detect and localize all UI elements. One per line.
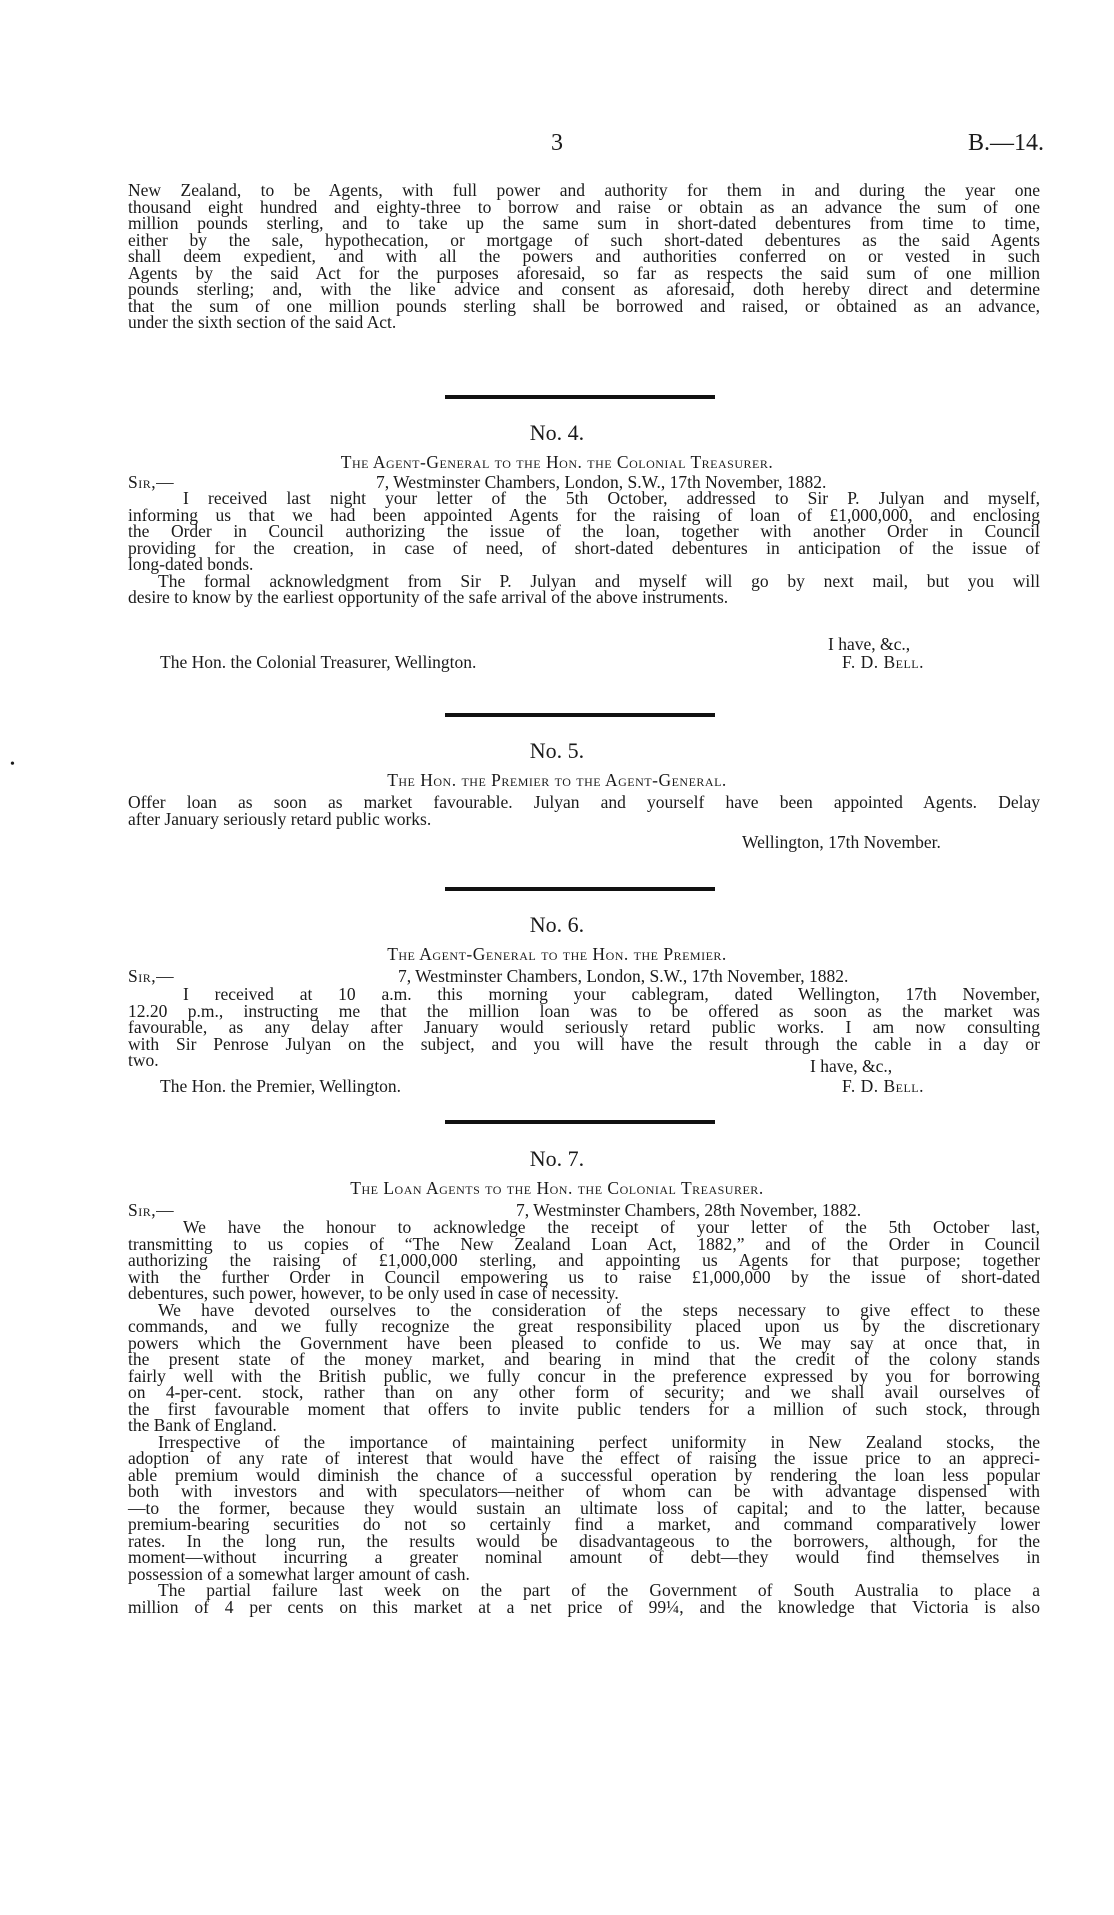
text-line: The partial failure last week on the part of the Government of South Australia to place a [158, 1580, 1040, 1600]
document-reference: B.—14. [967, 130, 1044, 156]
sender-address: 7, Westminster Chambers, London, S.W., 17th November, 1882. [376, 472, 827, 492]
document-caption: The Hon. the Premier to the Agent-General. [387, 770, 727, 790]
salutation: Sir,— [128, 1200, 175, 1220]
document-number: No. 7. [529, 1146, 585, 1171]
text-line: I received last night your letter of the 5th October, addressed to Sir P. Julyan and myself, [183, 488, 1040, 508]
text-line: shall deem expedient, and with all the powers and authorities conferred on or vested in such [128, 246, 1040, 266]
text-line: premium-bearing securities do not so certainly find a market, and command comparatively lower [128, 1514, 1040, 1534]
text-line: We have devoted ourselves to the consideration of the steps necessary to give effect to these [158, 1299, 1040, 1320]
text-line: desire to know by the earliest opportunity of the safe arrival of the above instruments. [128, 587, 729, 607]
document-number: No. 4. [529, 420, 585, 445]
sender-address: 7, Westminster Chambers, London, S.W., 17th November, 1882. [398, 966, 849, 986]
text-line: Irrespective of the importance of maintaining perfect uniformity in New Zealand stocks, the [158, 1431, 1040, 1452]
document-caption: The Agent-General to the Hon. the Colonial Treasurer. [340, 452, 774, 472]
text-line: either by the sale, hypothecation, or mortgage of such short-dated debentures as the said Agents [128, 229, 1040, 250]
text-line: possession of a somewhat larger amount of cash. [128, 1563, 470, 1584]
sender-address: 7, Westminster Chambers, 28th November, 1882. [516, 1200, 862, 1220]
intro-paragraph [128, 182, 1040, 331]
text-line: adoption of any rate of interest that would have the effect of raising the issue price to an appreci- [128, 1448, 1040, 1468]
signature: F. D. Bell. [842, 1076, 925, 1096]
text-line: transmitting to us copies of “The New Zealand Loan Act, 1882,” and of the Order in Council [128, 1233, 1040, 1254]
text-line: pounds sterling; and, with the like advice and consent as aforesaid, doth hereby direct and determine [128, 279, 1040, 299]
text-line: Offer loan as soon as market favourable. Julyan and yourself have been appointed Agents. Delay [128, 792, 1040, 812]
text-line: after January seriously retard public works. [128, 808, 432, 829]
addressee: The Hon. the Premier, Wellington. [160, 1076, 402, 1096]
text-line: informing us that we had been appointed Agents for the raising of loan of £1,000,000, and enclosing [128, 504, 1040, 525]
letter-body [128, 490, 1040, 606]
text-line: debentures, such power, however, to be only used in case of necessity. [128, 1283, 619, 1303]
text-line: long-dated bonds. [128, 554, 254, 574]
signature: F. D. Bell. [842, 652, 925, 672]
text-line: under the sixth section of the said Act. [128, 312, 397, 332]
text-line: two. [128, 1050, 159, 1070]
text-line: with the further Order in Council empowering us to raise £1,000,000 by the issue of short-dated [128, 1266, 1040, 1287]
section-divider [445, 395, 715, 399]
text-line: on 4-per-cent. stock, rather than on any other form of security; and we shall avail ourselves of [128, 1382, 1040, 1402]
text-line: both with investors and with speculators—neither of whom can be with advantage dispensed with [128, 1481, 1040, 1501]
text-line: New Zealand, to be Agents, with full power and authority for them in and during the year one [128, 180, 1040, 200]
letter-body [128, 986, 1040, 1069]
text-line: able premium would diminish the chance of a successful operation by rendering the loan less popular [128, 1464, 1040, 1485]
text-line: thousand eight hundred and eighty-three to borrow and raise or obtain as an advance the sum of one [128, 196, 1040, 217]
text-line: favourable, as any delay after January would seriously retard public works. I am now consulting [128, 1017, 1040, 1037]
text-line: moment—without incurring a greater nominal amount of debt—they would find themselves in [128, 1547, 1040, 1567]
telegram-body [128, 794, 1040, 827]
page-number: 3 [551, 130, 563, 156]
section-divider [445, 1120, 715, 1124]
text-line: The formal acknowledgment from Sir P. Julyan and myself will go by next mail, but you will [158, 570, 1040, 591]
document-caption: The Loan Agents to the Hon. the Colonial Treasurer. [350, 1178, 764, 1198]
text-line: We have the honour to acknowledge the receipt of your letter of the 5th October last, [183, 1217, 1040, 1237]
text-line: powers which the Government have been pleased to confide to us. We may say at once that, in [128, 1332, 1040, 1353]
salutation: Sir,— [128, 966, 175, 986]
text-line: with Sir Penrose Julyan on the subject, and you will have the result through the cable in a day or [128, 1033, 1040, 1054]
text-line: Agents by the said Act for the purposes aforesaid, so far as respects the said sum of one million [128, 262, 1040, 283]
closing: I have, &c., [810, 1056, 893, 1076]
letter-body [128, 1219, 1040, 1615]
text-line: providing for the creation, in case of need, of short-dated debentures in anticipation of the issue of [128, 537, 1040, 558]
text-line: the Order in Council authorizing the issue of the loan, together with another Order in Council [128, 521, 1040, 541]
text-line: 12.20 p.m., instructing me that the million loan was to be offered as soon as the market was [128, 1000, 1040, 1021]
addressee: The Hon. the Colonial Treasurer, Wellington. [160, 652, 477, 672]
text-line: fairly well with the British public, we fully concur in the preference expressed by you for borrowing [128, 1365, 1040, 1386]
text-line: commands, and we fully recognize the great responsibility placed upon us by the discretionary [128, 1316, 1040, 1336]
text-line: the first favourable moment that offers to invite public tenders for a million of such stock, through [128, 1398, 1040, 1419]
salutation: Sir,— [128, 472, 175, 492]
stray-mark: • [10, 757, 15, 772]
text-line: the present state of the money market, and bearing in mind that the credit of the colony stands [128, 1349, 1040, 1369]
text-line: that the sum of one million pounds sterling shall be borrowed and raised, or obtained as an advance, [128, 295, 1040, 316]
text-line: million pounds sterling, and to take up the same sum in short-dated debentures from time to time, [128, 213, 1040, 233]
section-divider [445, 713, 715, 717]
text-line: rates. In the long run, the results would be disadvantageous to the borrowers, although, for the [128, 1530, 1040, 1551]
text-line: the Bank of England. [128, 1415, 277, 1435]
document-number: No. 6. [529, 912, 585, 937]
document-number: No. 5. [529, 738, 585, 763]
document-caption: The Agent-General to the Hon. the Premier. [387, 944, 727, 964]
text-line: —to the former, because they would sustain an ultimate loss of capital; and to the latter, because [128, 1497, 1040, 1518]
text-line: authorizing the raising of £1,000,000 sterling, and appointing us Agents for that purpose; together [128, 1250, 1040, 1270]
text-line: I received at 10 a.m. this morning your cablegram, dated Wellington, 17th November, [183, 984, 1040, 1004]
text-line: million of 4 per cents on this market at a net price of 99¼, and the knowledge that Victoria is also [128, 1596, 1040, 1617]
dateline: Wellington, 17th November. [742, 832, 941, 852]
closing: I have, &c., [828, 634, 911, 654]
section-divider [445, 887, 715, 891]
